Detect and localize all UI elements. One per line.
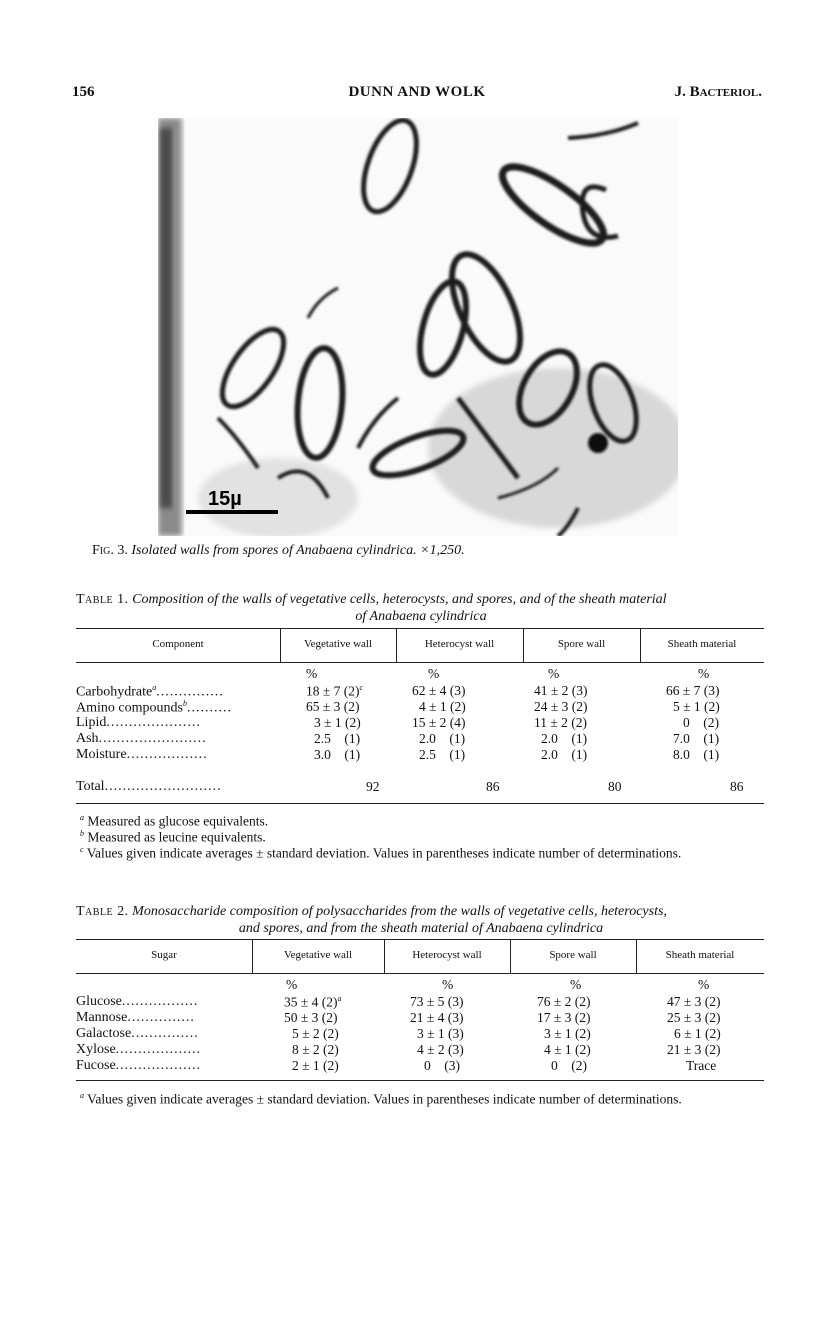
table2-header-heterocyst: Heterocyst wall: [412, 949, 482, 961]
table2-cell: Trace: [686, 1058, 717, 1073]
running-authors: DUNN AND WOLK: [348, 84, 486, 100]
table1-cell: 66 ± 7 (3): [666, 683, 720, 698]
table1-row-label: Amino compounds$^b$..........: [76, 699, 232, 716]
table2-cell: 73 ± 5 (3): [410, 994, 464, 1009]
table1-unit: %: [428, 666, 440, 681]
table2-cell: 21 ± 4 (3): [410, 1010, 464, 1025]
table2-cell: 50 ± 3 (2): [284, 1010, 338, 1025]
micrograph-figure: [158, 118, 678, 536]
table1-cell: 2.5 (1): [314, 731, 361, 746]
table2-unit: %: [442, 977, 454, 992]
table2-cell: 76 ± 2 (2): [537, 994, 591, 1009]
table2-title: [76, 903, 766, 937]
table2-cell: 5 ± 2 (2): [292, 1026, 339, 1041]
table2-cell: 21 ± 3 (2): [667, 1042, 721, 1057]
table1-cell: 8.0 (1): [673, 747, 720, 762]
table2-cell: 17 ± 3 (2): [537, 1010, 591, 1025]
table1-footnote: $^c$ Values given indicate averages ± standard deviation. Values in parentheses indicate number of determinations.: [80, 845, 682, 861]
figure-caption-label: Fig. 3.: [92, 543, 128, 558]
table2-row-label: Galactose...............: [76, 1026, 199, 1041]
table1-row-label: Ash........................: [76, 731, 207, 746]
table1-total-label: Total..........................: [76, 779, 222, 794]
table1-total-cell: 86: [730, 779, 744, 794]
table2: [76, 939, 764, 1083]
table2-cell: 4 ± 2 (3): [417, 1042, 464, 1057]
table1-header-heterocyst: Heterocyst wall: [424, 638, 495, 650]
table2-unit: %: [286, 977, 298, 992]
table2-row-label: Fucose...................: [76, 1058, 202, 1073]
figure-caption-text: Isolated walls from spores of Anabaena cylindrica. ×1,250.: [131, 543, 465, 558]
table2-header-sugar: Sugar: [151, 949, 177, 961]
table1-title: [76, 591, 766, 625]
table2-header-vegetative: Vegetative wall: [283, 949, 353, 961]
table1-cell: 2.5 (1): [419, 747, 466, 762]
table1-cell: 7.0 (1): [673, 731, 720, 746]
table2-row-label: Mannose...............: [76, 1010, 195, 1025]
table1-total-cell: 86: [486, 779, 500, 794]
table1-footnote: $^b$ Measured as leucine equivalents.: [80, 829, 266, 845]
table2-unit: %: [570, 977, 582, 992]
table1-header-spore: Spore wall: [557, 638, 606, 650]
table2-row-label: Xylose...................: [76, 1042, 202, 1057]
table1: [76, 628, 764, 806]
table2-row-label: Glucose.................: [76, 994, 199, 1009]
table1-row-label: Lipid.....................: [76, 715, 201, 730]
table2-unit: %: [698, 977, 710, 992]
table1-cell: 3.0 (1): [314, 747, 361, 762]
table2-title-line2: and spores, and from the sheath material of Anabaena cylindrica: [238, 921, 604, 936]
table1-cell: 3 ± 1 (2): [314, 715, 361, 730]
table1-cell: 5 ± 1 (2): [673, 699, 720, 714]
table2-cell: 6 ± 1 (2): [674, 1026, 721, 1041]
table2-cell: 2 ± 1 (2): [292, 1058, 339, 1073]
table2-cell: 0 (2): [551, 1058, 587, 1073]
table1-cell: 18 ± 7 $(2)^c$: [306, 683, 364, 699]
table2-header-spore: Spore wall: [549, 949, 597, 961]
table2-cell: 0 (3): [424, 1058, 460, 1073]
table1-header-component: Component: [152, 638, 204, 650]
table2-footnote: $^a$ Values given indicate averages ± standard deviation. Values in parentheses indicate number of determinations.: [80, 1091, 682, 1107]
table1-cell: 15 ± 2 (4): [412, 715, 466, 730]
table2-cell: 8 ± 2 (2): [292, 1042, 339, 1057]
table1-total-cell: 80: [608, 779, 622, 794]
table2-cell: 3 ± 1 (3): [417, 1026, 464, 1041]
table1-footnote: $^a$ Measured as glucose equivalents.: [80, 813, 269, 829]
table1-label: Table 1.: [76, 592, 129, 607]
table2-cell: 47 ± 3 (2): [667, 994, 721, 1009]
table1-cell: 24 ± 3 (2): [534, 699, 588, 714]
micrograph-image: [158, 118, 678, 536]
table1-title-line1: Composition of the walls of vegetative cells, heterocysts, and spores, and of the sheath material: [132, 592, 667, 607]
table1-unit: %: [698, 666, 710, 681]
table1-header-sheath: Sheath material: [667, 638, 737, 650]
table1-cell: 2.0 (1): [541, 731, 588, 746]
figure-caption: [92, 543, 465, 559]
table2-cell: 4 ± 1 (2): [544, 1042, 591, 1057]
table2-header-sheath: Sheath material: [665, 949, 735, 961]
table2-label: Table 2.: [76, 904, 129, 919]
table1-cell: 2.0 (1): [541, 747, 588, 762]
table2-title-line1: Monosaccharide composition of polysaccharides from the walls of vegetative cells, heterocysts,: [132, 904, 667, 919]
table1-cell: 11 ± 2 (2): [534, 715, 588, 730]
table2-cell: 25 ± 3 (2): [667, 1010, 721, 1025]
table1-unit: %: [306, 666, 318, 681]
table1-header-vegetative: Vegetative wall: [303, 638, 373, 650]
table1-cell: 65 ± 3 (2): [306, 699, 360, 714]
running-header: [72, 84, 762, 108]
table1-title-line2: of Anabaena cylindrica: [355, 609, 487, 624]
page-number: 156: [72, 84, 95, 100]
scale-bar-label: 15µ: [208, 488, 242, 510]
table1-cell: 4 ± 1 (2): [419, 699, 466, 714]
table1-row-label: Carbohydrate$^a$...............: [76, 683, 224, 700]
table1-cell: 0 (2): [683, 715, 719, 730]
journal-name: J. Bacteriol.: [674, 84, 762, 100]
table2-cell: 3 ± 1 (2): [544, 1026, 591, 1041]
table1-unit: %: [548, 666, 560, 681]
table2-cell: 35 ± 4 $(2)^a$: [284, 994, 342, 1010]
table1-cell: 62 ± 4 (3): [412, 683, 466, 698]
table1-cell: 41 ± 2 (3): [534, 683, 588, 698]
table1-total-cell: 92: [366, 779, 380, 794]
table1-cell: 2.0 (1): [419, 731, 466, 746]
table1-row-label: Moisture..................: [76, 747, 208, 762]
